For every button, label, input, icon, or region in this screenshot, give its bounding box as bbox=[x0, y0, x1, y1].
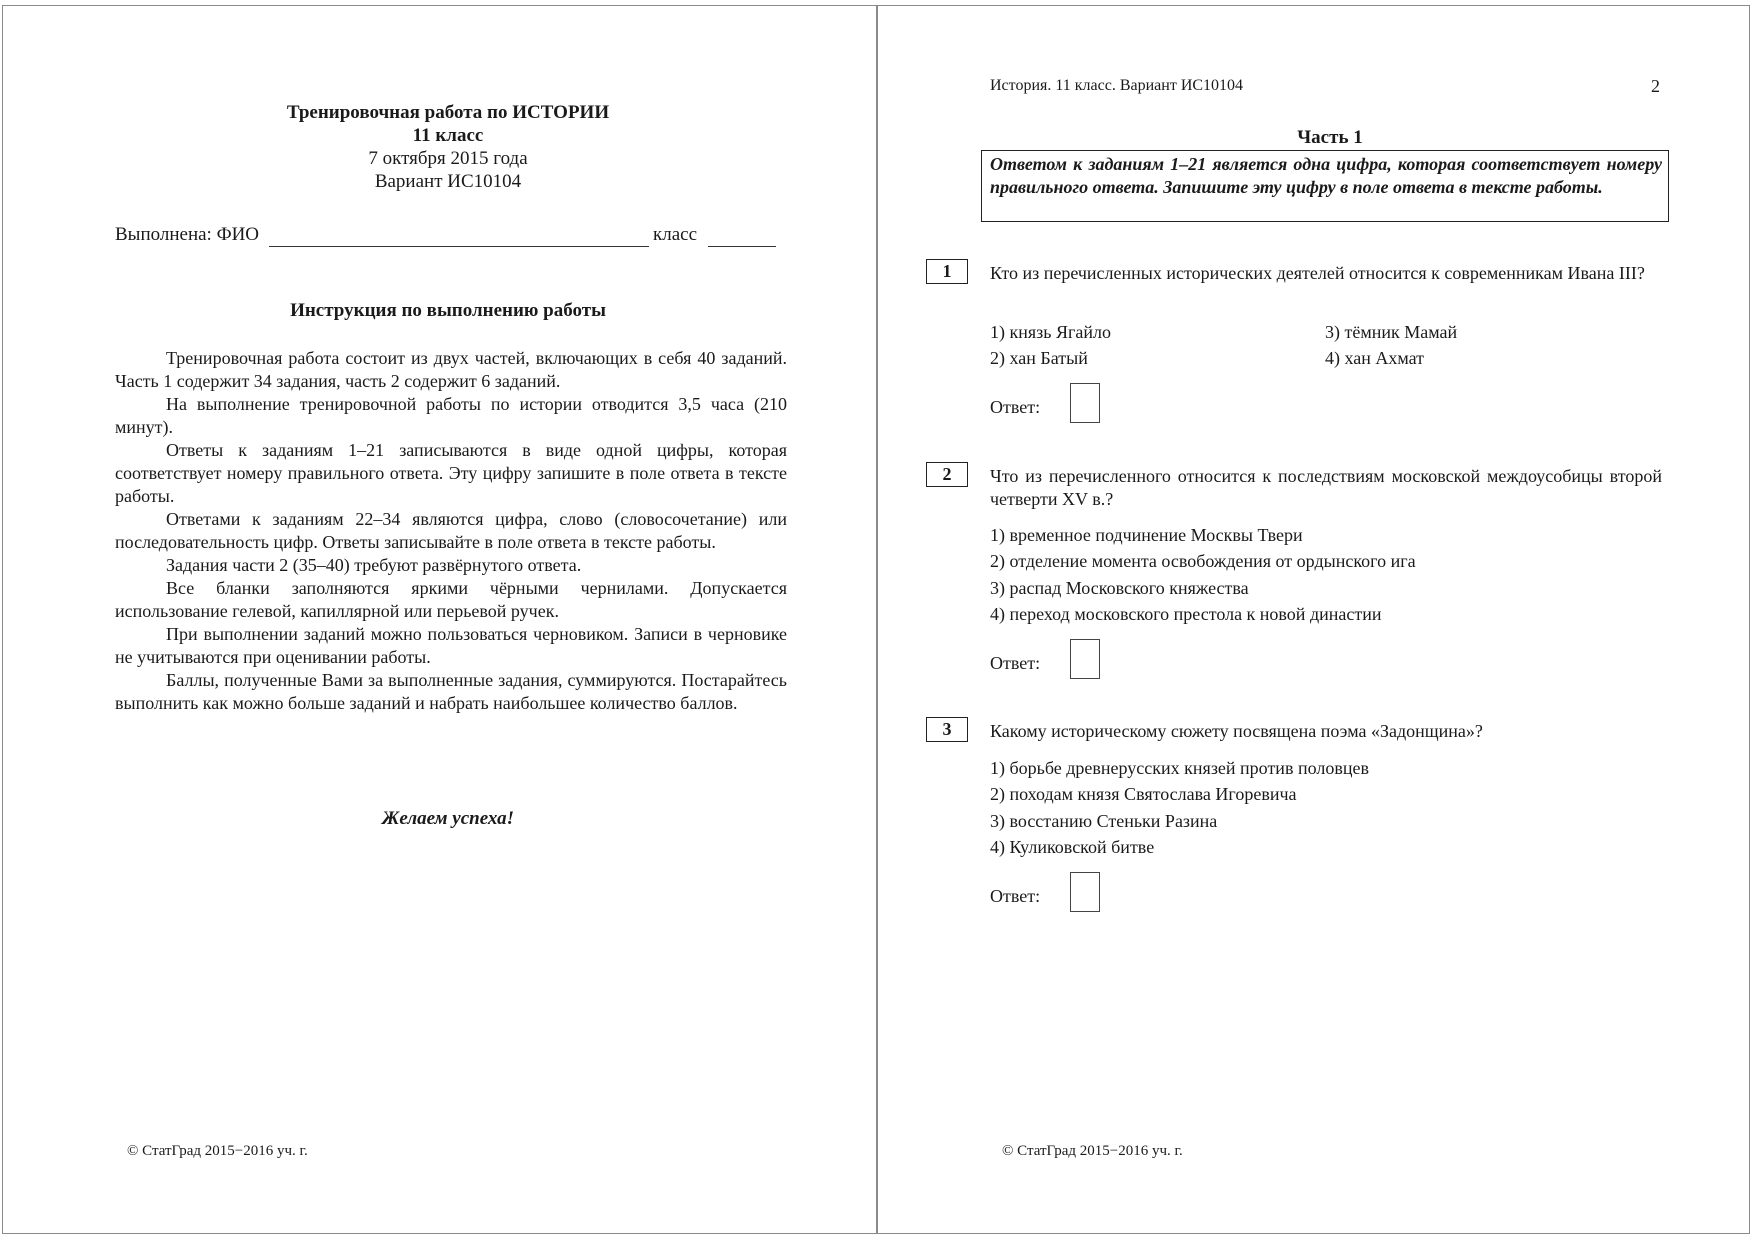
page-left bbox=[2, 5, 877, 1234]
answer-label: Ответ: bbox=[990, 886, 1041, 906]
answer-option: 4) переход московского престола к новой династии bbox=[990, 604, 1382, 624]
copyright-left: © СтатГрад 2015−2016 уч. г. bbox=[127, 1143, 308, 1159]
question-text: Кто из перечисленных исторических деятелей относится к современникам Ивана III? bbox=[990, 263, 1645, 283]
page-number: 2 bbox=[1651, 76, 1660, 96]
instruction-note-box bbox=[981, 150, 1669, 222]
answer-option: 3) тёмник Мамай bbox=[1325, 322, 1458, 342]
instruction-paragraph: Все бланки заполняются яркими чёрными чернилами. Допускается использование гелевой, капиллярной или перьевой ручек. bbox=[115, 578, 787, 621]
answer-box-q3[interactable] bbox=[1070, 872, 1100, 912]
answer-option: 3) распад Московского княжества bbox=[990, 578, 1249, 598]
fio-label: Выполнена: ФИО bbox=[115, 224, 260, 245]
answer-option: 1) борьбе древнерусских князей против половцев bbox=[990, 758, 1369, 778]
instruction-paragraph: При выполнении заданий можно пользоваться черновиком. Записи в черновике не учитываются при оценивании работы. bbox=[115, 624, 787, 667]
class-label: класс bbox=[653, 224, 698, 245]
answer-option: 3) восстанию Стеньки Разина bbox=[990, 811, 1218, 831]
answer-option: 2) хан Батый bbox=[990, 348, 1088, 368]
answer-option: 1) временное подчинение Москвы Твери bbox=[990, 525, 1303, 545]
page-right bbox=[877, 5, 1750, 1234]
answer-box-q2[interactable] bbox=[1070, 639, 1100, 679]
instruction-note: Ответом к заданиям 1–21 является одна цифра, которая соответствует номеру правильного ответа. Запишите эту цифру в поле ответа в тексте работы. bbox=[990, 154, 1662, 197]
instruction-paragraph: Баллы, полученные Вами за выполненные задания, суммируются. Постарайтесь выполнить как можно больше заданий и набрать наибольшее количество баллов. bbox=[115, 670, 787, 713]
title-block bbox=[113, 101, 783, 193]
answer-label: Ответ: bbox=[990, 653, 1041, 673]
answer-option: 4) Куликовской битве bbox=[990, 837, 1155, 857]
wish-text: Желаем успеха! bbox=[381, 808, 515, 829]
instructions-title: Инструкция по выполнению работы bbox=[290, 300, 606, 321]
doc-variant: Вариант ИС10104 bbox=[374, 171, 522, 192]
part-title: Часть 1 bbox=[1297, 127, 1363, 148]
answer-option: 2) походам князя Святослава Игоревича bbox=[990, 784, 1297, 804]
instruction-paragraph: На выполнение тренировочной работы по истории отводится 3,5 часа (210 минут). bbox=[115, 394, 787, 437]
question-number-badge: 3 bbox=[926, 717, 968, 742]
running-header: История. 11 класс. Вариант ИС10104 bbox=[990, 77, 1244, 94]
doc-date: 7 октября 2015 года bbox=[368, 148, 528, 169]
fio-row bbox=[115, 224, 795, 250]
doc-title: Тренировочная работа по ИСТОРИИ bbox=[286, 102, 610, 123]
answer-option: 2) отделение момента освобождения от ордынского ига bbox=[990, 551, 1416, 571]
answer-option: 1) князь Ягайло bbox=[990, 322, 1111, 342]
answer-option: 4) хан Ахмат bbox=[1325, 348, 1425, 368]
instruction-paragraph: Ответы к заданиям 1–21 записываются в виде одной цифры, которая соответствует номеру правильного ответа. Эту цифру запишите в поле ответа в тексте работы. bbox=[115, 440, 787, 506]
question-text: Какому историческому сюжету посвящена поэма «Задонщина»? bbox=[990, 721, 1483, 741]
question-text: Что из перечисленного относится к последствиям московской междоусобицы второй четверти XV в.? bbox=[990, 466, 1662, 509]
answer-label: Ответ: bbox=[990, 397, 1041, 417]
instructions-body bbox=[115, 347, 787, 715]
fio-field[interactable] bbox=[269, 246, 649, 247]
question-number-badge: 2 bbox=[926, 462, 968, 487]
class-field[interactable] bbox=[708, 246, 776, 247]
instruction-paragraph: Ответами к заданиям 22–34 являются цифра, слово (словосочетание) или последовательность цифр. Ответы записывайте в поле ответа в тексте работы. bbox=[115, 509, 787, 552]
answer-box-q1[interactable] bbox=[1070, 383, 1100, 423]
instruction-paragraph: Тренировочная работа состоит из двух частей, включающих в себя 40 заданий. Часть 1 содержит 34 задания, часть 2 содержит 6 заданий. bbox=[115, 348, 787, 391]
question-number-badge: 1 bbox=[926, 259, 968, 284]
instruction-paragraph: Задания части 2 (35–40) требуют развёрнутого ответа. bbox=[166, 555, 582, 575]
doc-grade: 11 класс bbox=[412, 125, 484, 146]
copyright-right: © СтатГрад 2015−2016 уч. г. bbox=[1002, 1143, 1183, 1159]
